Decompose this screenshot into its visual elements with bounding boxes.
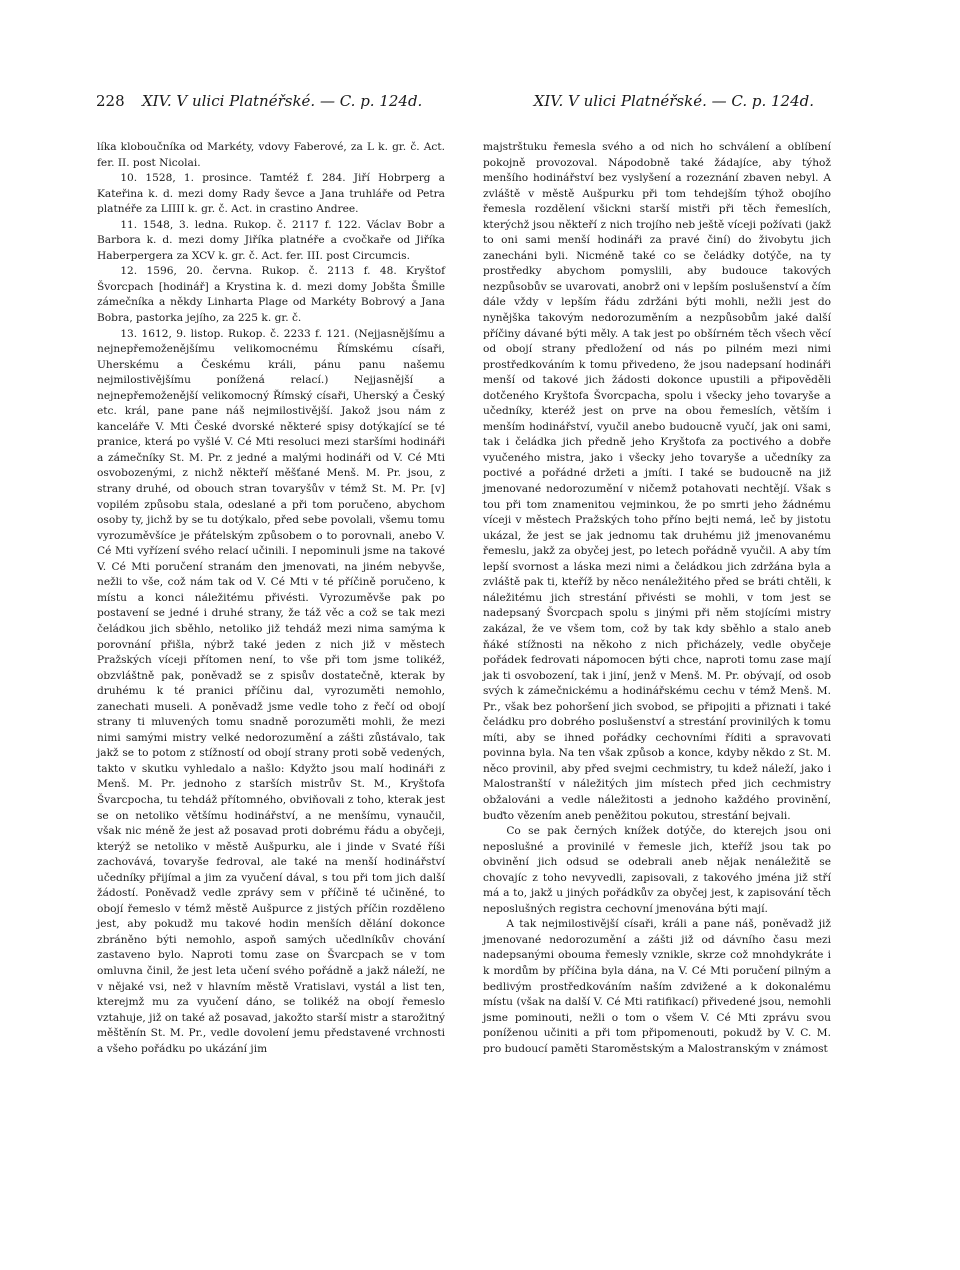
paragraph: 12. 1596, 20. června. Rukop. č. 2113 f. 48. Kryštof Švorcpach [hodinář] a Krystina k. d. mezi domy Jobšta Šmille zámečníka a někdy Linharta Plage od Markéty Bobrový a Jana Bobra, pastorka jejího, za 225 k. gr. č.	[97, 265, 445, 325]
left-text-column	[97, 140, 445, 1057]
left-running-title: XIV. V ulici Platnéřské. — C. p. 124d.	[142, 92, 423, 110]
paragraph: A tak nejmilostivější císaři, králi a pane náš, poněvadž již jmenované nedorozumění a zášti již od dávního času mezi nadepsanými obouma řemesly vznikle, skrze což mnohdykráte i k mordům by příčina byla dána, na V. Cé Mti poručení pilným a bedlivým prostředkováním naším zdvižené a k dokonalému místu (však na další V. Cé Mti ratifikací) přivedené jsou, nemohli jsme pominouti, nežli o tom o všem V. Cé Mti zprávu svou poníženou učiniti a při tom připomenouti, pokudž by V. C. M. pro budoucí paměti Staroměstským a Malostranským v známost	[483, 918, 831, 1055]
paragraph: líka kloboučníka od Markéty, vdovy Faberové, za L k. gr. č. Act. fer. II. post Nicolai.	[97, 141, 445, 169]
paragraph: 13. 1612, 9. listop. Rukop. č. 2233 f. 121. (Nejjasnějšímu a nejnepřemoženějšímu velikomocnému Římskému císaři, Uherskému a Českému králi, pánu panu našemu nejmilostivějšímu ponížená relací.) Nejjasnější a nejnepřemoženější velikomocný Římský císaři, Uherský a Český etc. král, pane pane náš nejmilostivější. Jakož jsou nám z kanceláře V. Mti České dvorské některé spisy dotýkající se té pranice, která po vyšlé V. Cé Mti resoluci mezi staršími hodináři a zámečníky St. M. Pr. z jedné a malými hodináři od V. Cé Mti osvobozenými, z nichž někteří měšťané Menš. M. Pr. jsou, z strany druhé, od obouch stran tovaryšův v témž St. M. Pr. [v] vopilém způsobu stala, odeslané a při tom poručeno, abychom osoby ty, jichž by se tu dotýkalo, před sebe povolali, všemu tomu vyrozuměvšíce je přátelským způsobem o to porovnali, anebo V. Cé Mti vyřízení svého relací učinili. I nepominuli jsme na takové V. Cé Mti poručení stranám den jmenovati, na jiném nebyvše, nežli to vše, což nám tak od V. Cé Mti v té příčině poručeno, k místu a konci náležitému přivésti. Vyrozuměvše pak po postavení se jedné i druhé strany, že táž věc a což se tak mezi čeládkou jich sběhlo, netoliko již tehdáž mezi nima samýma k porovnání přišla, nýbrž také jeden z nich již v městech Pražských víceji přítomen není, to vše při tom jsme tolikéž, obzvláštně pak, poněvadž se z spisův dostatečně, kterak by druhému k té pranici příčinu dal, vyrozuměti nemohlo, zanechati museli. A poněvadž jsme vedle toho z řečí od obojí strany ti mluvených tomu snadně porozuměti mohli, že mezi nimi samými mistry velké nedorozumění a zášti zůstávalo, tak jakž se to potom z stížností od obojí strany proti sobě vedených, takto v skutku vyhledalo a našlo: Kdyžto jsou malí hodináři z Menš. M. Pr. jednoho z starších mistrův St. M., Kryštofa Švarcpocha, tu tehdáž přítomného, obviňovali z toho, kterak jest se on netoliko většímu hodinářství, a ne menšímu, vynaučil, však nic méně že jest až posavad proti dobrému řádu a obyčeji, kterýž se netoliko v městě Aušpurku, ale i jinde v Svaté říši zachovává, tovaryše fedroval, ale také na menší hodinářství učedníky přijímal a jim za vyučení dával, s tou při tom jich další žádostí. Poněvadž vedle zprávy sem v příčině té učiněné, to obojí řemeslo v témž městě Aušpurce z jistých příčin rozděleno jest, aby pokudž mu takové hodin menších dělání dokonce zbráněno býti nemohlo, aspoň samých učedlníkův chování zastaveno bylo. Naproti tomu zase on Švarcpach se v tom omluvna činil, že jest leta učení svého pořádně a jakž náleží, ne v nějaké vsi, než v hlavním městě Vratislavi, vystál a list ten, kterejmž mu za vyučení dáno, se tolikéž na obojí řemeslo vztahuje, již on také až posavad, jakožto starší mistr a starožitný měštěnín St. M. Pr., vedle dovolení jemu představené vrchnosti a všeho pořádku po ukázání jim	[97, 327, 445, 1055]
running-header	[96, 92, 814, 114]
page-number: 228	[96, 92, 125, 110]
paragraph: majstrštuku řemesla svého a od nich ho schválení a oblíbení pokojně provozoval. Nápodobně také žádajíce, aby týhož menšího hodinářství bez vyslyšení a rozeznání zbaven nebyl. A zvláště v městě Aušpurku při tom tehdejším týhož obojího řemesla rozdělení všickni starší mistři při těch řemeslích, kterýchž jsou někteří z nich trojího neb ještě víceji požívati (jakž to oni sami menší hodináři za pravé činí) do živobytu jich zanecháni byli. Nicméně také co se čeládky dotýče, na ty prostředky abychom pomyslili, aby budouce takových nezpůsobův se uvarovati, anobrž oni v lepším poslušenství a čím dále vždy v lepším řádu zdržáni býti mohli, nežli jest do nynějška takovým nedorozuměním a nezpůsobům jaké další příčiny dávané býti měly. A tak jest po obšírném těch všech věcí od obojí strany předložení od nás po pilném mezi nimi prostředkováním k tomu přivedeno, že jsou nadepsaní hodináři menší od takové jich žádosti dokonce upustili a připověděli dotčeného Kryštofa Švorcpacha, spolu i všecky jeho tovaryše a učedníky, kteréž jest on prve na obou řemeslích, větším i menším hodinářství, vyučil anebo budoucně vyučí, jak oni sami, tak i čeládka jich předně jeho Kryštofa za poctivého a dobře vyučeného mistra, jako i všecky jeho tovaryše a učedníky za poctivé a pořádné držeti a jmíti. I také se budoucně na již jmenované nedorozumění v ničemž potahovati nechtějí. Však s tou při tom znamenitou vejminkou, že po smrti jeho žádnému víceji v městech Pražských toho příno bejti nemá, leč by jistotu ukázal, že jest se jak jednomu tak druhému již jmenovanému řemeslu, jakž za obyčej jest, po letech pořádně vyučil. A aby tím lepší svornost a láska mezi nimi a čeládkou jich zdržána byla a zvláště pak ti, kteříž by něco nenáležitého před se bráti chtěli, k náležitému jich strestání přivésti se mohli, v tom jest se nadepsaný Švorcpach spolu s jinými při něm stojícími mistry zakázal, že ve všem tom, což by tak kdy sběhlo a stalo aneb ňáké stížnosti na někoho z nich přicházely, vedle obyčeje pořádek fedrovati nápomocen býti chce, naproti tomu zase mají jak ti osvobození, tak i jiní, jenž v Menš. M. Pr. obývají, od osob svých k zámečnickému a hodinářskému cechu v témž Menš. M. Pr., však bez pohoršení jich svobod, se připojiti a přiznati i také čeládku pro dobrého poslušenství a strestání provinilých k tomu míti, aby se ihned pořádky cechovními říditi a spravovati povinna byla. Na ten však způsob a konce, kdyby někdo z St. M. něco provinil, aby před svejmi cechmistry, tu kdež náleží, jako i Malostranští v náležitých jim místech před jich cechmistry obžalováni a vedle náležitosti a jednoho každého provinění, buďto vězením aneb peněžitou pokutou, strestání bejvali.	[483, 141, 831, 822]
paragraph: 10. 1528, 1. prosince. Tamtéž f. 284. Jiří Hobrperg a Kateřina k. d. mezi domy Rady ševce a Jana truhláře od Petra platnéře za LIIII k. gr. č. Act. in crastino Andree.	[97, 172, 445, 216]
right-text-column	[483, 140, 831, 1057]
paragraph: Co se pak černých knížek dotýče, do kterejch jsou oni neposlušné a provinilé v řemesle jich, kteříž jsou tak po obvinění jich odsud se odebrali aneb nějak nenáležitě se chovajíc z toho nevyvedli, zapisovali, z takového jména již stří má a to, jakž u jiných pořádkův za obyčej jest, k zapisování těch neposlušných registra cechovní jmenována býti mají.	[483, 825, 831, 915]
right-running-title: XIV. V ulici Platnéřské. — C. p. 124d.	[533, 92, 814, 110]
paragraph: 11. 1548, 3. ledna. Rukop. č. 2117 f. 122. Václav Bobr a Barbora k. d. mezi domy Jiříka platnéře a cvočkaře od Jiříka Haberpergera za XCV k. gr. č. Act. fer. III. post Circumcis.	[97, 218, 445, 262]
